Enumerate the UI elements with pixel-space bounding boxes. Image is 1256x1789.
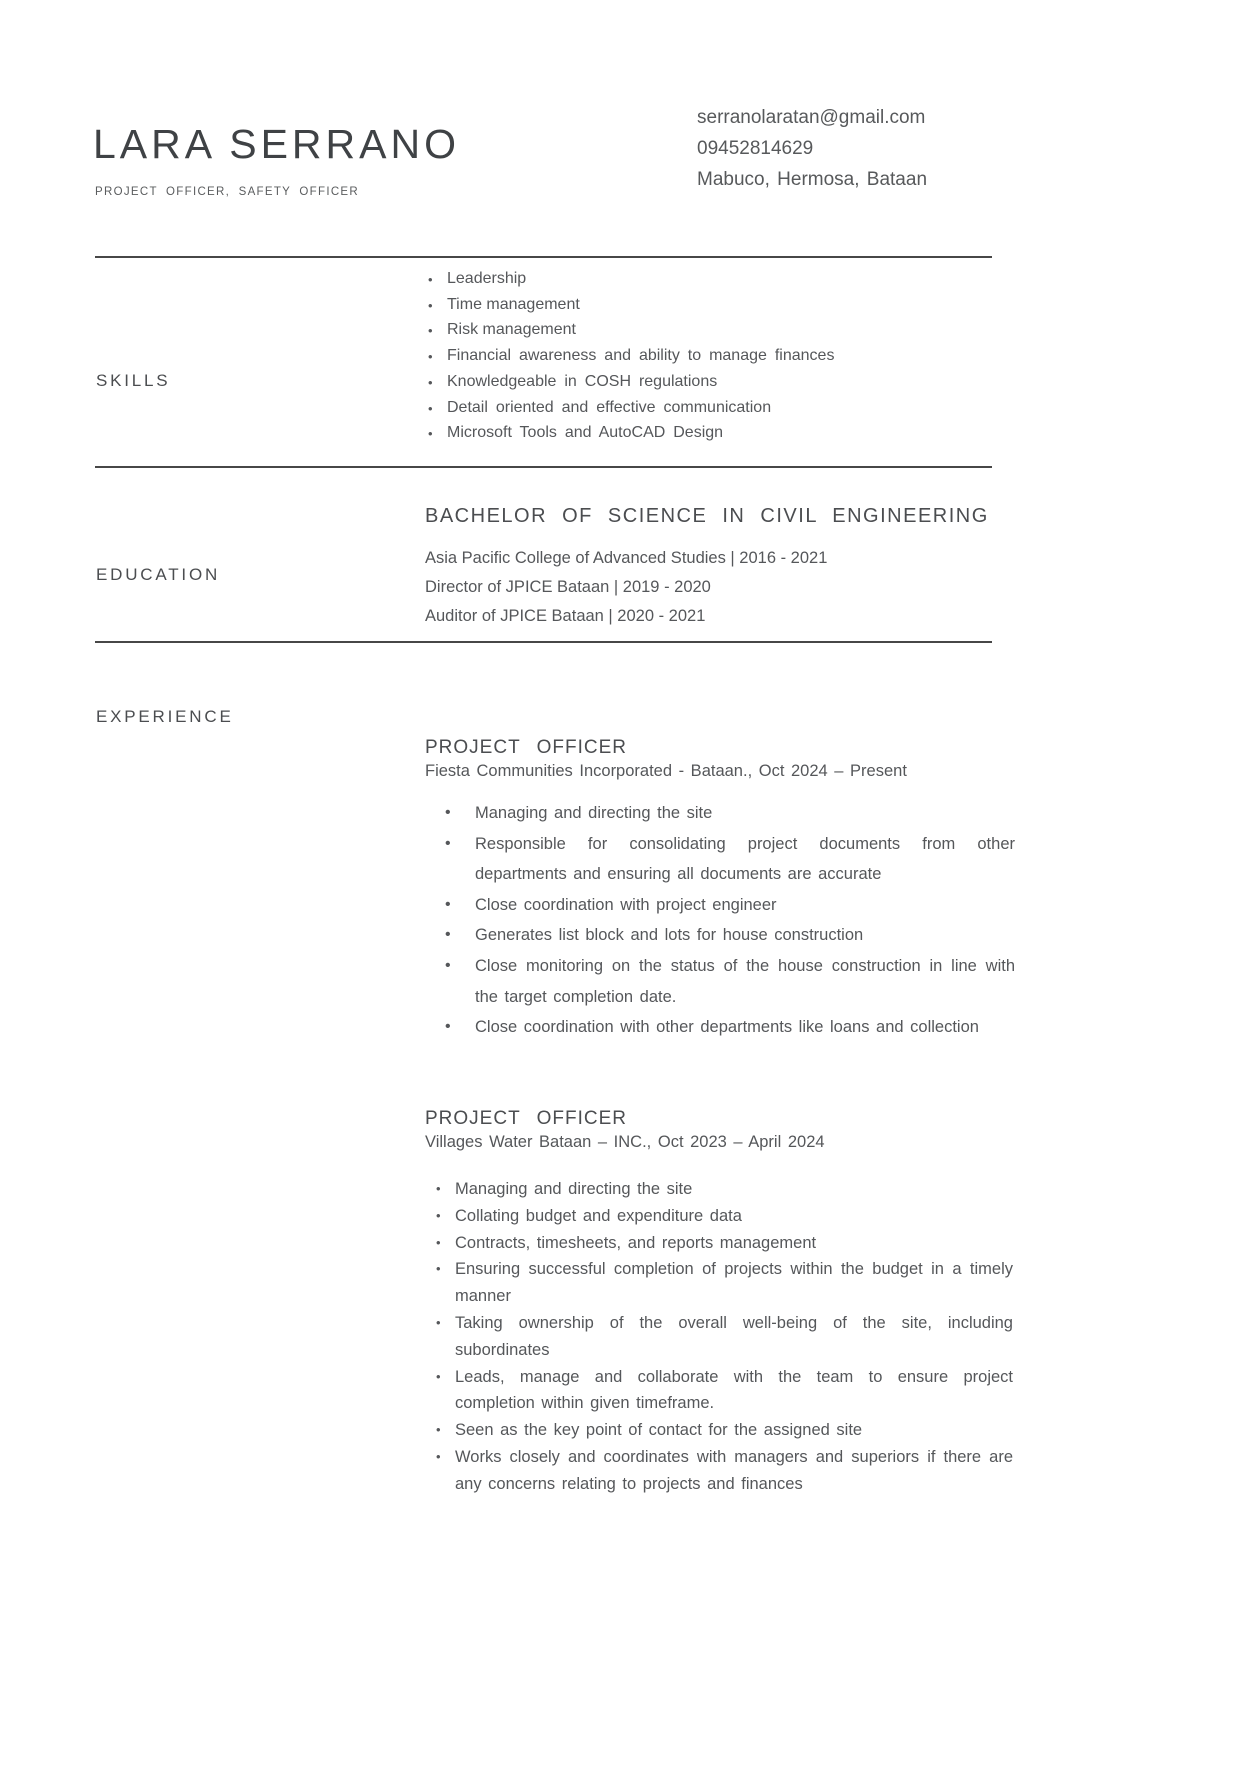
experience-job (425, 737, 1015, 1043)
experience-bullet: • Close coordination with other departments like loans and collection (425, 1012, 1015, 1043)
section-divider (95, 641, 992, 643)
experience-bullet: • Taking ownership of the overall well-being of the site, including subordinates (425, 1310, 1013, 1364)
education-section-label: EDUCATION (96, 565, 221, 584)
contact-block (697, 102, 927, 195)
job-bullet-list (425, 1176, 1013, 1498)
skill-item: • Financial awareness and ability to manage finances (425, 343, 1015, 369)
skill-item: • Risk management (425, 317, 1015, 343)
experience-bullet: • Close monitoring on the status of the house construction in line with the target completion date. (425, 951, 1015, 1012)
experience-bullet: • Leads, manage and collaborate with the team to ensure project completion within given timeframe. (425, 1364, 1013, 1418)
skill-item: • Leadership (425, 266, 1015, 292)
experience-bullet: • Works closely and coordinates with managers and superiors if there are any concerns relating to projects and finances (425, 1444, 1013, 1498)
experience-bullet: • Collating budget and expenditure data (425, 1203, 1013, 1230)
job-title: PROJECT OFFICER (425, 1108, 627, 1129)
section-divider (95, 256, 992, 258)
education-entry: Director of JPICE Bataan | 2019 - 2020 (425, 578, 711, 596)
education-details (425, 544, 827, 631)
job-bullet-list (425, 798, 1015, 1043)
experience-bullet: • Generates list block and lots for house construction (425, 920, 1015, 951)
skill-item: • Knowledgeable in COSH regulations (425, 369, 1015, 395)
experience-bullet: • Managing and directing the site (425, 798, 1015, 829)
skill-item: • Time management (425, 292, 1015, 318)
experience-bullet: • Close coordination with project engineer (425, 890, 1015, 921)
experience-job (425, 1108, 1013, 1498)
education-entry: Asia Pacific College of Advanced Studies | 2016 - 2021 (425, 549, 828, 567)
skill-item: • Detail oriented and effective communication (425, 395, 1015, 421)
job-company-dates: Fiesta Communities Incorporated - Bataan., Oct 2024 – Present (425, 762, 907, 780)
experience-bullet: • Managing and directing the site (425, 1176, 1013, 1203)
contact-address: Mabuco, Hermosa, Bataan (697, 169, 928, 190)
job-company-dates: Villages Water Bataan – INC., Oct 2023 – April 2024 (425, 1133, 825, 1151)
experience-bullet: • Responsible for consolidating project documents from other departments and ensuring all documents are accurate (425, 829, 1015, 890)
candidate-name: LARA SERRANO (93, 121, 460, 167)
experience-bullet: • Contracts, timesheets, and reports management (425, 1230, 1013, 1257)
section-divider (95, 466, 992, 468)
experience-bullet: • Ensuring successful completion of projects within the budget in a timely manner (425, 1256, 1013, 1310)
contact-email: serranolaratan@gmail.com (697, 107, 926, 128)
skill-item: • Microsoft Tools and AutoCAD Design (425, 420, 1015, 446)
experience-bullet: • Seen as the key point of contact for the assigned site (425, 1417, 1013, 1444)
skills-section-label: SKILLS (96, 371, 171, 390)
education-degree: BACHELOR OF SCIENCE IN CIVIL ENGINEERING (425, 505, 989, 527)
contact-phone: 09452814629 (697, 138, 814, 159)
candidate-job-title: PROJECT OFFICER, SAFETY OFFICER (95, 186, 360, 198)
experience-section-label: EXPERIENCE (96, 707, 234, 726)
education-entry: Auditor of JPICE Bataan | 2020 - 2021 (425, 607, 706, 625)
job-title: PROJECT OFFICER (425, 737, 627, 758)
skills-list (425, 266, 1015, 446)
